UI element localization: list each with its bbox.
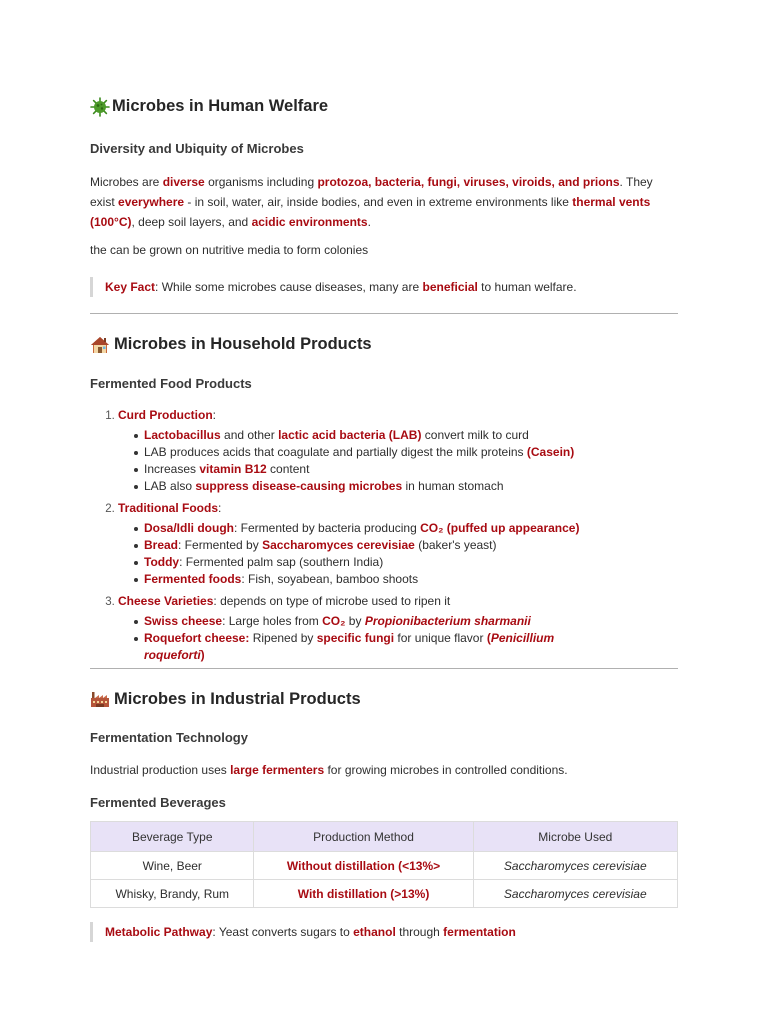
- section-title-text: Microbes in Household Products: [114, 335, 372, 354]
- text: : depends on type of microbe used to ripen it: [213, 593, 451, 608]
- highlight: Fermented foods: [144, 571, 242, 586]
- factory-icon: [90, 689, 110, 709]
- table-row: [91, 880, 678, 908]
- list-item: [144, 427, 678, 444]
- list-item: [144, 520, 678, 537]
- table-cell: Saccharomyces cerevisiae: [473, 880, 677, 908]
- text: by: [345, 613, 365, 628]
- highlight: fermentation: [443, 925, 516, 940]
- column-header: Microbe Used: [473, 822, 677, 852]
- text: and other: [220, 427, 279, 442]
- highlight: ethanol: [353, 925, 396, 940]
- list-item-label: Cheese Varieties: [118, 593, 214, 608]
- subheading-text: Fermentation Technology: [90, 730, 248, 746]
- text: LAB produces acids that coagulate and partially digest the milk proteins: [144, 444, 527, 459]
- callout-label: Key Fact: [105, 280, 156, 295]
- text: , deep soil layers, and: [131, 215, 252, 230]
- subheading-text: Fermented Food Products: [90, 376, 252, 391]
- highlight: lactic acid bacteria (LAB): [278, 427, 422, 442]
- text: : Fish, soyabean, bamboo shoots: [241, 571, 419, 586]
- column-header: Beverage Type: [91, 822, 254, 852]
- highlight: Dosa/Idli dough: [144, 520, 234, 535]
- highlight: (Casein): [526, 444, 575, 459]
- column-header: Production Method: [254, 822, 473, 852]
- text: - in soil, water, air, inside bodies, and even in extreme environments like: [184, 195, 573, 210]
- paragraph-diversity: [90, 172, 678, 232]
- highlight: suppress disease-causing microbes: [195, 478, 403, 493]
- section-title-household: [90, 332, 678, 357]
- text: Industrial production uses: [90, 762, 231, 777]
- table-header-row: [91, 822, 678, 852]
- text: (baker's yeast): [414, 537, 497, 552]
- text: : Yeast converts sugars to: [212, 925, 354, 940]
- highlight-italic: Penicillium roqueforti: [144, 630, 555, 662]
- highlight: thermal vents (100°C): [90, 195, 651, 230]
- text: : Fermented palm sap (southern India): [179, 554, 384, 569]
- highlight: specific fungi: [316, 630, 395, 645]
- highlight: (: [486, 630, 491, 645]
- callout-key-fact: [90, 277, 678, 297]
- text: to human welfare.: [477, 280, 577, 295]
- highlight: everywhere: [118, 195, 185, 210]
- highlight: CO₂: [322, 613, 346, 628]
- beverages-table: [90, 821, 678, 908]
- bullet-list: [118, 427, 678, 495]
- text: : Large holes from: [222, 613, 323, 628]
- text: through: [395, 925, 444, 940]
- highlight: vitamin B12: [199, 461, 267, 476]
- virus-icon: [90, 97, 108, 115]
- highlight: diverse: [162, 175, 205, 190]
- table-cell: With distillation (>13%): [254, 880, 473, 908]
- subheading-text: Diversity and Ubiquity of Microbes: [90, 140, 304, 156]
- section-divider: [90, 668, 678, 669]
- subheading-fermented-beverages: [90, 793, 678, 813]
- list-item-traditional: [118, 499, 678, 588]
- list-item: [144, 444, 678, 461]
- house-icon: [90, 335, 110, 355]
- highlight: CO₂ (puffed up appearance): [420, 520, 580, 535]
- text: in human stomach: [402, 478, 504, 493]
- list-item: [144, 537, 678, 554]
- section-title-human-welfare: [90, 94, 678, 119]
- list-item: [144, 571, 678, 588]
- text: . They exist: [90, 175, 653, 210]
- list-item-label: Traditional Foods: [118, 500, 219, 515]
- highlight: ): [200, 647, 205, 662]
- list-item-label: Curd Production: [118, 407, 213, 422]
- list-item: [144, 630, 584, 664]
- text: :: [218, 500, 222, 515]
- highlight: Bread: [144, 537, 179, 552]
- highlight: Roquefort cheese:: [144, 630, 250, 645]
- list-item: [144, 554, 678, 571]
- text: convert milk to curd: [421, 427, 529, 442]
- subheading-diversity: [90, 139, 678, 159]
- list-item-curd: [118, 406, 678, 495]
- section-title-text: Microbes in Industrial Products: [114, 689, 361, 708]
- highlight: Toddy: [144, 554, 180, 569]
- table-cell: Whisky, Brandy, Rum: [91, 880, 254, 908]
- highlight: Saccharomyces cerevisiae: [262, 537, 415, 552]
- section-title-text: Microbes in Human Welfare: [112, 97, 329, 115]
- table-cell: Saccharomyces cerevisiae: [473, 852, 677, 880]
- text: Ripened by: [249, 630, 317, 645]
- highlight: Swiss cheese: [144, 613, 223, 628]
- paragraph-colonies: the can be grown on nutritive media to form colonies: [90, 243, 369, 258]
- table-cell: Without distillation (<13%>: [254, 852, 473, 880]
- paragraph-fermenters: [90, 760, 678, 780]
- text: content: [266, 461, 310, 476]
- text: : Fermented by bacteria producing: [234, 520, 421, 535]
- text: for unique flavor: [394, 630, 487, 645]
- text: :: [212, 407, 217, 422]
- highlight-italic: Propionibacterium sharmanii: [364, 613, 531, 628]
- highlight: protozoa, bacteria, fungi, viruses, viroids, and prions: [317, 175, 620, 190]
- text: : While some microbes cause diseases, many are: [155, 280, 423, 295]
- callout-metabolic-pathway: [90, 922, 678, 942]
- subheading-fermentation-tech: [90, 728, 678, 748]
- list-item: [144, 613, 584, 630]
- highlight: acidic environments: [251, 215, 368, 230]
- text: for growing microbes in controlled conditions.: [324, 762, 568, 777]
- section-divider: [90, 313, 678, 314]
- subheading-fermented-food: [90, 374, 678, 394]
- table-cell: Wine, Beer: [91, 852, 254, 880]
- bullet-list: [118, 520, 678, 588]
- list-item-cheese: [118, 592, 678, 664]
- highlight: Lactobacillus: [144, 427, 221, 442]
- callout-label: Metabolic Pathway: [105, 925, 213, 940]
- text: Increases: [144, 461, 200, 476]
- text: Microbes are: [90, 175, 163, 190]
- list-item: [144, 478, 678, 495]
- highlight: beneficial: [422, 280, 478, 295]
- table-row: [91, 852, 678, 880]
- text: .: [367, 215, 371, 230]
- text: LAB also: [144, 478, 196, 493]
- document-content: [90, 88, 678, 942]
- text: : Fermented by: [178, 537, 263, 552]
- fermented-food-list: [90, 406, 678, 664]
- text: organisms including: [204, 175, 318, 190]
- subheading-text: Fermented Beverages: [90, 794, 226, 810]
- section-title-industrial: [90, 687, 678, 712]
- highlight: large fermenters: [230, 762, 325, 777]
- list-item: [144, 461, 678, 478]
- bullet-list: [118, 613, 584, 664]
